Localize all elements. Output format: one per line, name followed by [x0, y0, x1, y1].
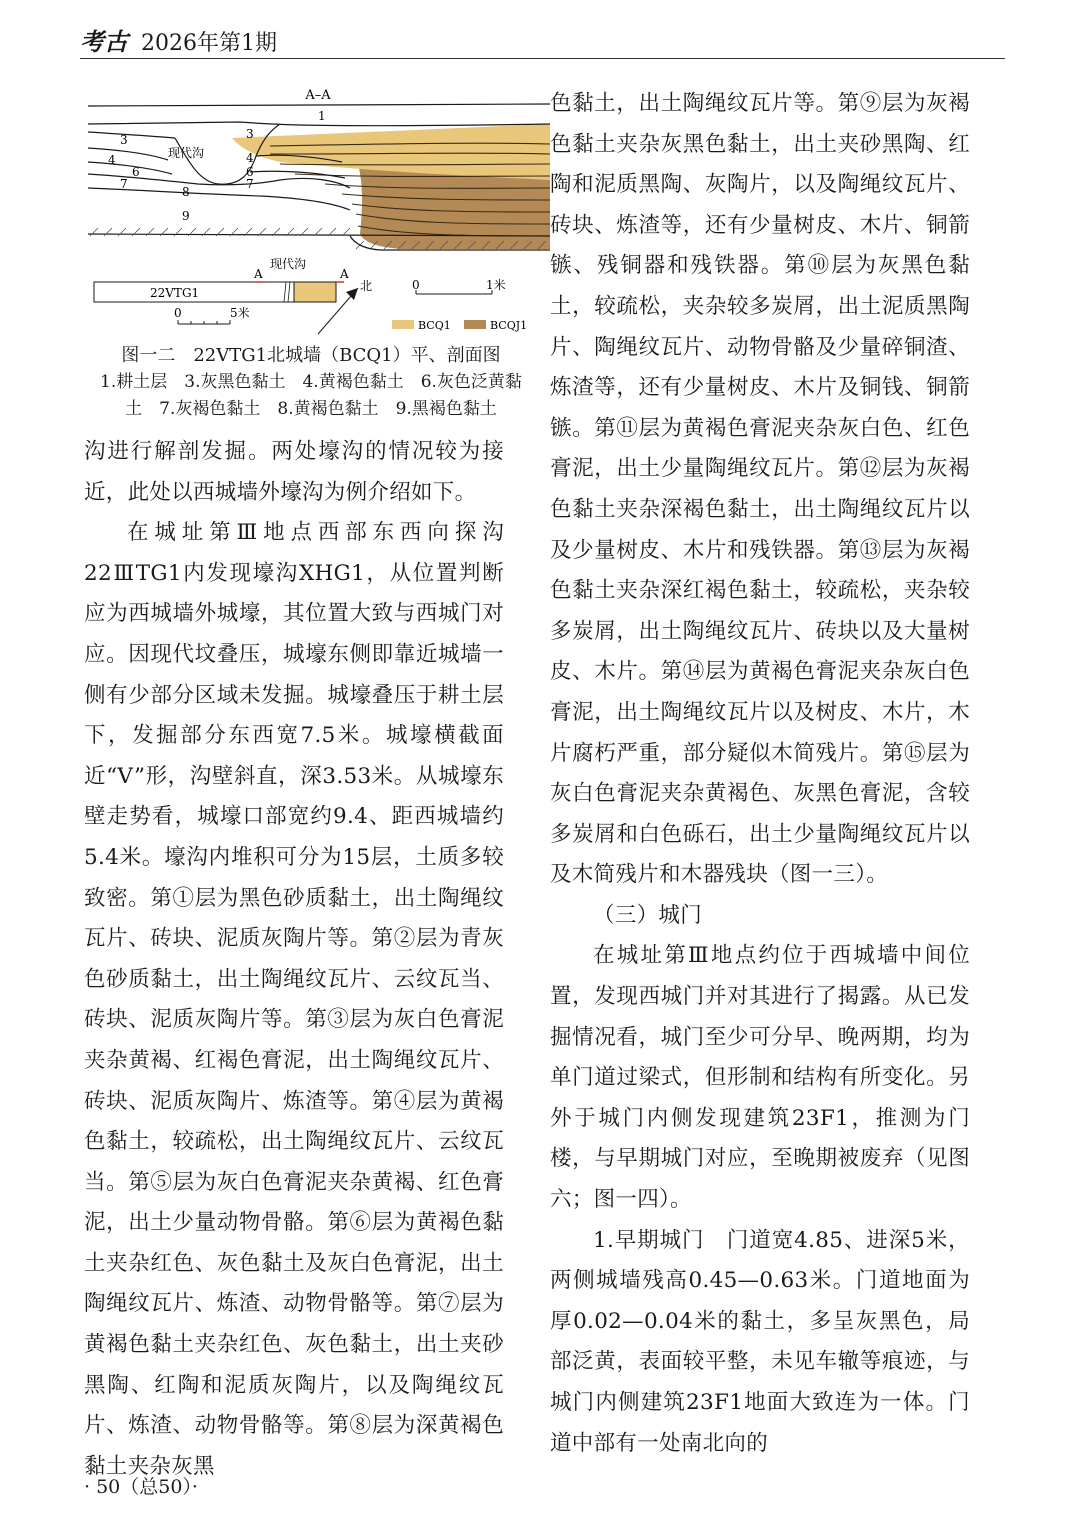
layer-label-left: 4 — [108, 153, 116, 167]
figure-caption-line1: 1.耕土层 3.灰黑色黏土 4.黄褐色黏土 6.灰色泛黄黏 — [100, 372, 522, 392]
plan-modern-ditch-lines — [284, 282, 290, 302]
layer-label-right: 4 — [246, 151, 254, 165]
plan-a-right: A — [340, 267, 349, 281]
layer-label-left: 8 — [182, 185, 190, 199]
section-scale-bar — [416, 290, 492, 294]
right-column — [550, 84, 970, 1464]
plan-trench-label: 22VTG1 — [150, 286, 200, 300]
legend-swatch-bcqj1 — [464, 320, 486, 329]
section-scale-unit: 1米 — [486, 278, 506, 292]
page-number: · 50（总50）· — [84, 1476, 198, 1498]
plan-wall-fill — [294, 282, 336, 302]
left-column — [84, 432, 504, 1487]
layer-label-left: 1 — [318, 109, 326, 123]
modern-ditch-label: 现代沟 — [168, 146, 205, 160]
figure-section-plan — [80, 84, 556, 340]
plan-scale-zero: 0 — [174, 306, 182, 320]
layer-label-right: 7 — [246, 177, 254, 191]
legend-label-bcq1: BCQ1 — [418, 319, 451, 332]
layer-label-left: 9 — [182, 209, 190, 223]
layer-label-left: 7 — [120, 177, 128, 191]
figure-caption-line2: 土 7.灰褐色黏土 8.黄褐色黏土 9.黑褐色黏土 — [125, 399, 497, 419]
header-rule — [80, 58, 1005, 59]
plan-scale-bar — [178, 320, 230, 324]
section-heading: （三）城门 — [593, 902, 703, 928]
paragraph: 沟进行解剖发掘。两处壕沟的情况较为接近，此处以西城墙外壕沟为例介绍如下。 — [84, 439, 504, 505]
north-arrow-head — [346, 288, 358, 300]
paragraph: 1.早期城门 门道宽4.85、进深5米，两侧城墙残高0.45—0.63米。门道地面为厚0.02—0.04米的黏土，多呈灰黑色，局部泛黄，表面较平整，未见车辙等痕迹，与城门内侧建筑23F1地面大致连为一体。门道中部有一处南北向的 — [550, 1227, 970, 1456]
legend-label-bcqj1: BCQJ1 — [490, 319, 528, 332]
layer-label-right: 3 — [246, 127, 254, 141]
plan-scale-unit: 5米 — [230, 306, 250, 320]
paragraph: 在城址第Ⅲ地点约位于西城墙中间位置，发现西城门并对其进行了揭露。从已发掘情况看，城门至少可分早、晚两期，均为单门道过梁式，但形制和结构有所变化。另外于城门内侧发现建筑23F1，推测为门楼，与早期城门对应，至晚期被废弃（见图六；图一四）。 — [550, 943, 970, 1213]
paragraph: 在城址第Ⅲ地点西部东西向探沟22ⅢTG1内发现壕沟XHG1，从位置判断应为西城墙外城壕，其位置大致与西城门对应。因现代坟叠压，城壕东侧即靠近城墙一侧有少部分区域未发掘。城壕叠压于耕土层下，发掘部分东西宽7.5米。城壕横截面近“V”形，沟壁斜直，深3.53米。从城壕东壁走势看，城壕口部宽约9.4、距西城墙约5.4米。壕沟内堆积可分为15层，土质多较致密。第①层为黑色砂质黏土，出土陶绳纹瓦片、砖块、泥质灰陶片等。第②层为青灰色砂质黏土，出土陶绳纹瓦片、云纹瓦当、砖块、泥质灰陶片等。第③层为灰白色膏泥夹杂黄褐、红褐色膏泥，出土陶绳纹瓦片、砖块、泥质灰陶片、炼渣等。第④层为黄褐色黏土，较疏松，出土陶绳纹瓦片、云纹瓦当。第⑤层为灰白色膏泥夹杂黄褐、红色膏泥，出土少量动物骨骼。第⑥层为黄褐色黏土夹杂红色、灰色黏土及灰白色膏泥，出土陶绳纹瓦片、炼渣、动物骨骼等。第⑦层为黄褐色黏土夹杂红色、灰色黏土，出土夹砂黑陶、红陶和泥质灰陶片，以及陶绳纹瓦片、炼渣、动物骨骼等。第⑧层为深黄褐色黏土夹杂灰黑 — [84, 520, 504, 1479]
legend-swatch-bcq1 — [392, 320, 414, 329]
plan-a-left: A — [254, 267, 263, 281]
layer-label-right: 6 — [246, 165, 254, 179]
figure-caption-title: 图一二 22VTG1北城墙（BCQ1）平、剖面图 — [121, 345, 501, 366]
issue-label: 2026年第1期 — [141, 31, 277, 56]
layer-label-left: 3 — [120, 133, 128, 147]
paragraph: 色黏土，出土陶绳纹瓦片等。第⑨层为灰褐色黏土夹杂灰黑色黏土，出土夹砂黑陶、红陶和泥质黑陶、灰陶片，以及陶绳纹瓦片、砖块、炼渣等，还有少量树皮、木片、铜箭镞、残铜器和残铁器。第⑩层为灰黑色黏土，较疏松，夹杂较多炭屑，出土泥质黑陶片、陶绳纹瓦片、动物骨骼及少量碎铜渣、炼渣等，还有少量树皮、木片及铜钱、铜箭镞。第⑪层为黄褐色膏泥夹杂灰白色、红色膏泥，出土少量陶绳纹瓦片。第⑫层为灰褐色黏土夹杂深褐色黏土，出土陶绳纹瓦片以及少量树皮、木片和残铁器。第⑬层为灰褐色黏土夹杂深红褐色黏土，较疏松，夹杂较多炭屑，出土陶绳纹瓦片、砖块以及大量树皮、木片。第⑭层为黄褐色膏泥夹杂灰白色膏泥，出土陶绳纹瓦片以及树皮、木片，木片腐朽严重，部分疑似木简残片。第⑮层为灰白色膏泥夹杂黄褐色、灰黑色膏泥，含较多炭屑和白色砾石，出土少量陶绳纹瓦片以及木简残片和木器残块（图一三）。 — [550, 91, 970, 888]
layer-label-left: 6 — [132, 165, 140, 179]
north-label: 北 — [360, 279, 373, 293]
section-label: A–A — [305, 88, 331, 103]
section-scale-zero: 0 — [412, 278, 420, 292]
journal-logo: 考古 — [80, 27, 128, 56]
running-header — [80, 22, 277, 57]
plan-modern-ditch-label: 现代沟 — [270, 257, 307, 271]
